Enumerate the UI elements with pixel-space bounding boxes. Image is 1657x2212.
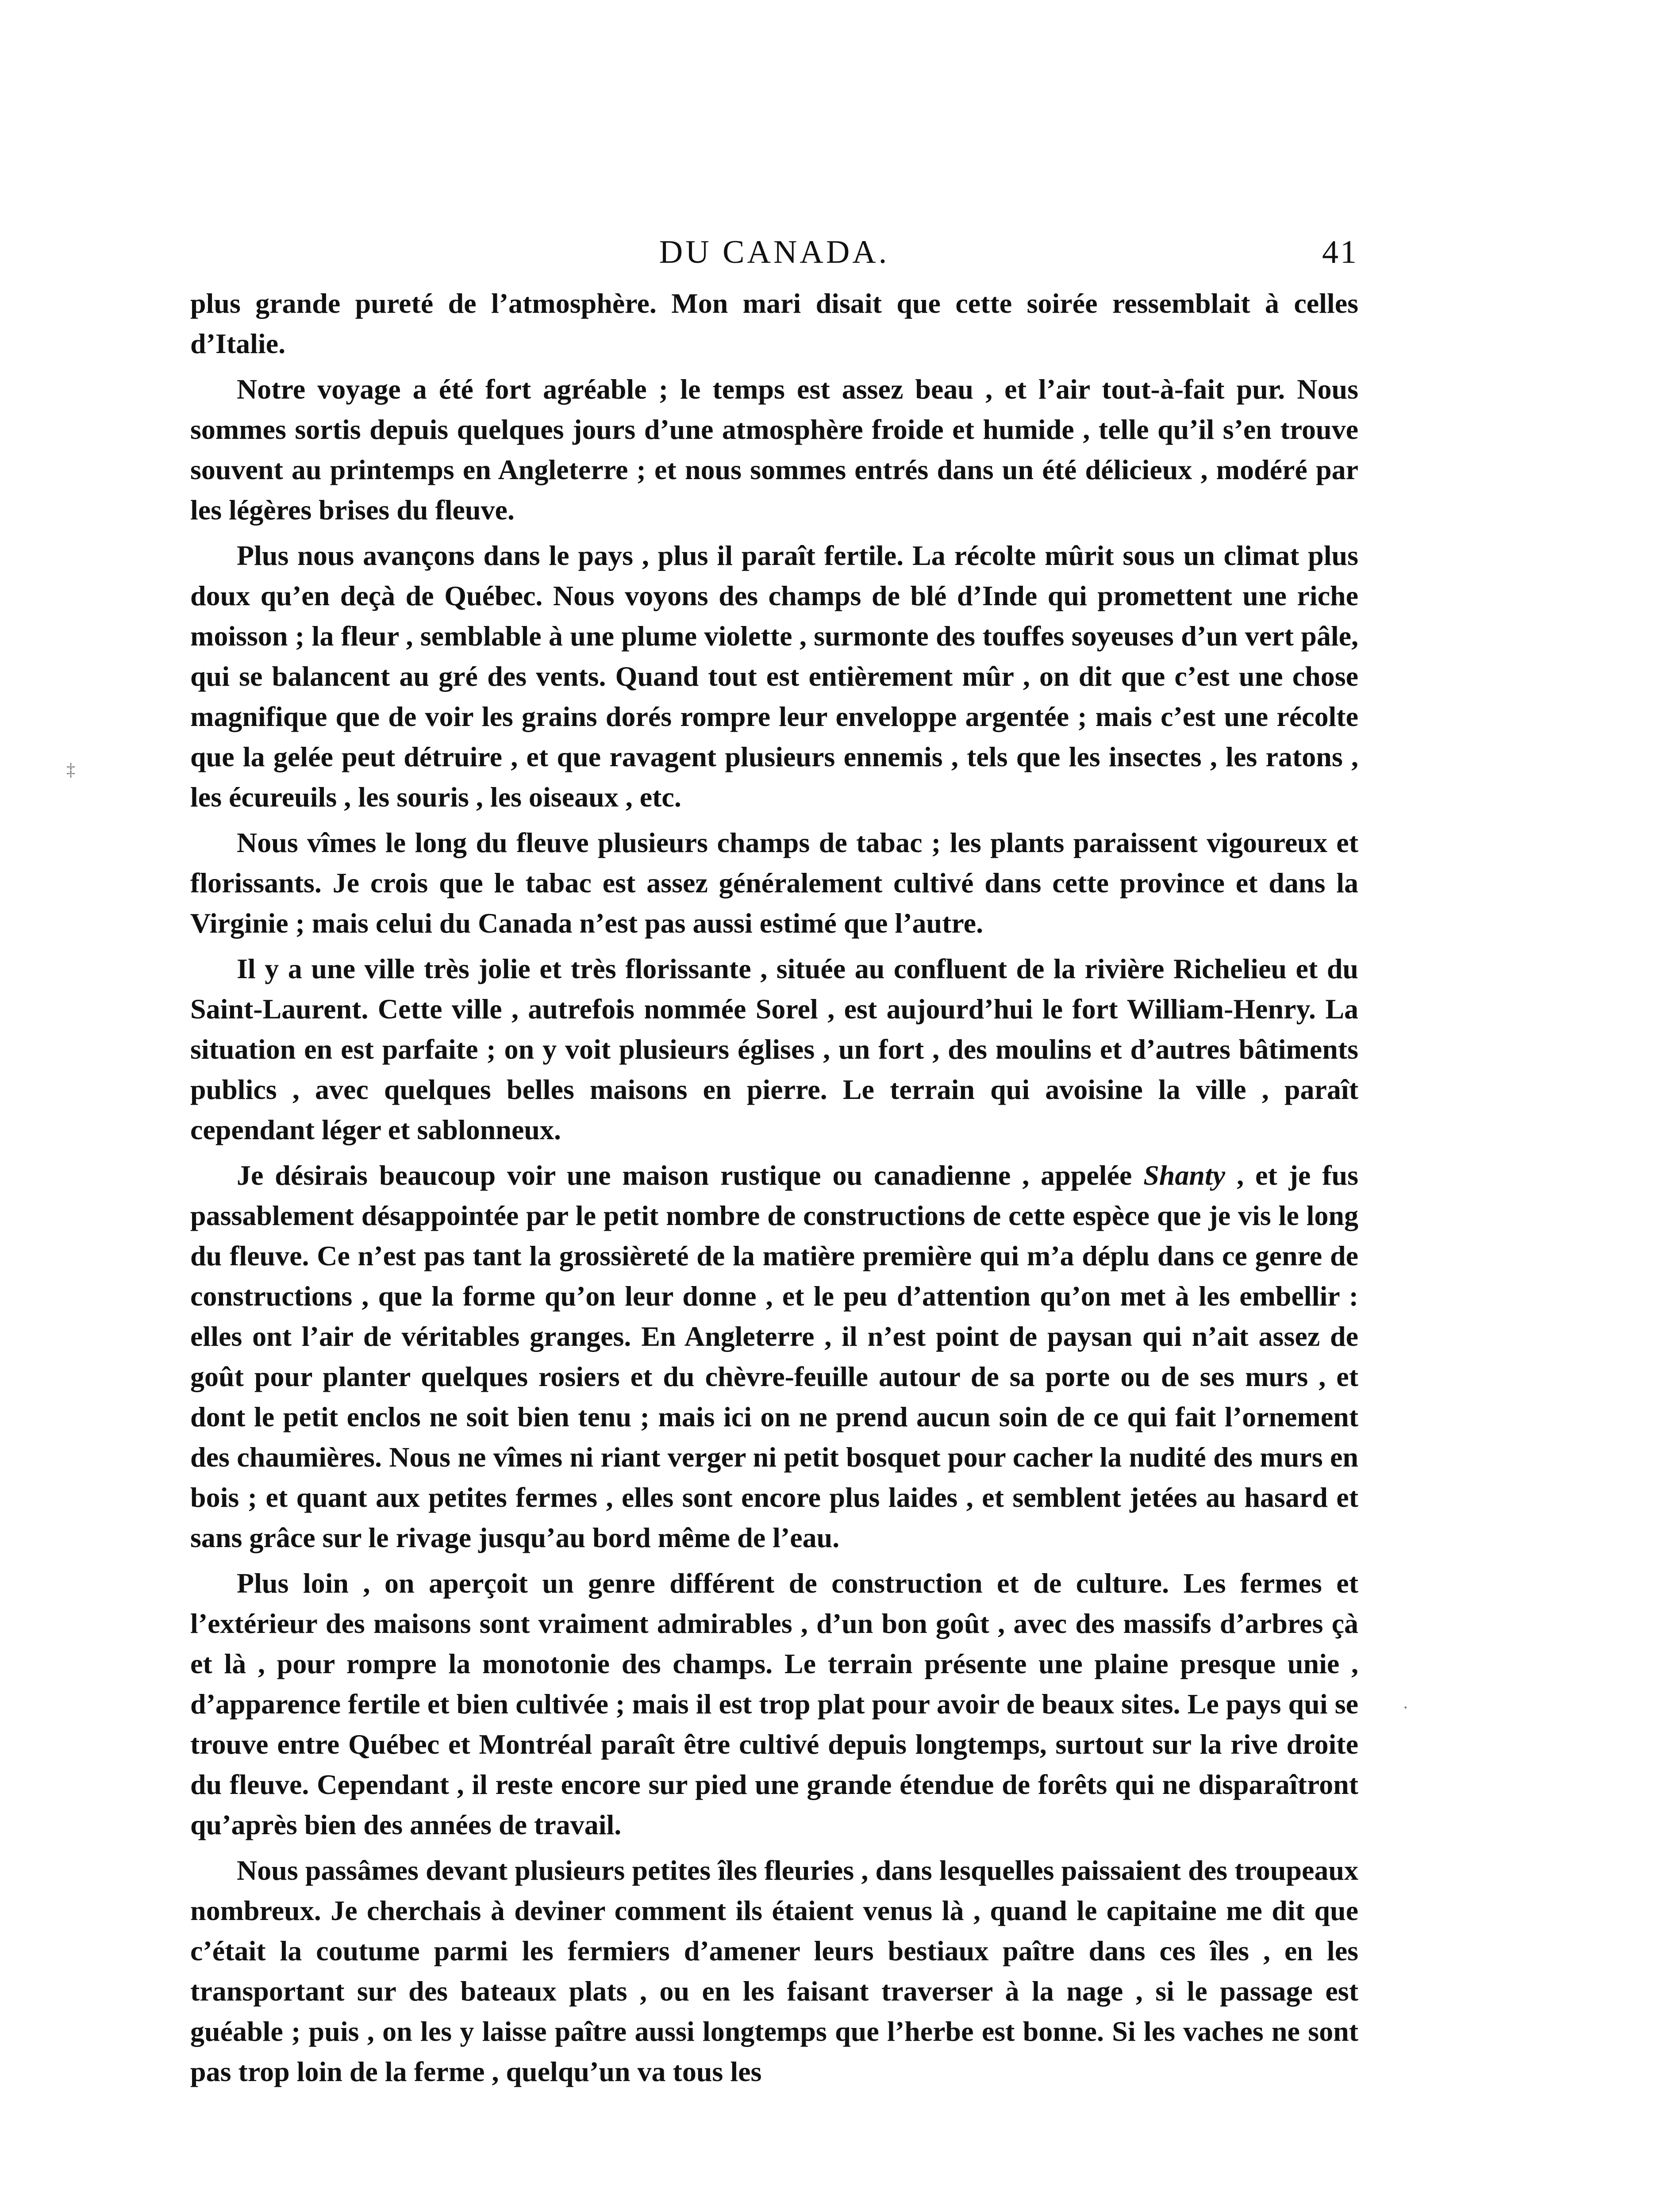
paragraph: plus grande pureté de l’atmosphère. Mon mari disait que cette soirée ressemblait à celles d’Italie. [190, 288, 1358, 359]
paragraph-text: , et je fus passablement désappointée par le petit nombre de constructions de cette espèce que je vis le long du fleuve. Ce n’est pas tant la grossièreté de la matière première qui m’a déplu dans ce genre de constructions , que la forme qu’on leur donne , et le peu d’attention qu’on met à les embellir : elles ont l’air de véritables granges. En Angleterre , il n’est point de paysan qui n’ait assez de goût pour planter quelques rosiers et du chèvre-feuille autour de sa porte ou de ses murs , et dont le petit enclos ne soit bien tenu ; mais ici on ne prend aucun soin de ce qui fait l’ornement des chaumières. Nous ne vîmes ni riant verger ni petit bosquet pour cacher la nudité des murs en bois ; et quant aux petites fermes , elles sont encore plus laides , et semblent jetées au hasard et sans grâce sur le rivage jusqu’au bord même de l’eau. [190, 1160, 1359, 1553]
margin-speck: ‡ [66, 760, 75, 780]
paragraph: Notre voyage a été fort agréable ; le temps est assez beau , et l’air tout-à-fait pur. Nous sommes sortis depuis quelques jours d’une atmosphère froide et humide , telle qu’il s’en trouve souvent au printemps en Angleterre ; et nous sommes entrés dans un été délicieux , modéré par les légères brises du fleuve. [190, 373, 1358, 526]
page-header [190, 234, 1358, 273]
paragraph-text: Je désirais beaucoup voir une maison rustique ou canadienne , appelée [237, 1160, 1144, 1191]
paragraph: Plus nous avançons dans le pays , plus il paraît fertile. La récolte mûrit sous un climat plus doux qu’en deçà de Québec. Nous voyons des champs de blé d’Inde qui promettent une riche moisson ; la fleur , semblable à une plume violette , surmonte des touffes soyeuses d’un vert pâle, qui se balancent au gré des vents. Quand tout est entièrement mûr , on dit que c’est une chose magnifique que de voir les grains dorés rompre leur enveloppe argentée ; mais c’est une récolte que la gelée peut détruire , et que ravagent plusieurs ennemis , tels que les insectes , les ratons , les écureuils , les souris , les oiseaux , etc. [190, 540, 1358, 813]
italic-term: Shanty [1143, 1160, 1226, 1191]
paragraph: Nous passâmes devant plusieurs petites îles fleuries , dans lesquelles paissaient des troupeaux nombreux. Je cherchais à deviner comment ils étaient venus là , quand le capitaine me dit que c’était la coutume parmi les fermiers d’amener leurs bestiaux paître dans ces îles , en les transportant sur des bateaux plats , ou en les faisant traverser à la nage , si le passage est guéable ; puis , on les y laisse paître aussi longtemps que l’herbe est bonne. Si les vaches ne sont pas trop loin de la ferme , quelqu’un va tous les [190, 1855, 1358, 2087]
running-head: DU CANADA. [659, 234, 890, 270]
paragraph [190, 1155, 1358, 1558]
paragraph: Plus loin , on aperçoit un genre différent de construction et de culture. Les fermes et l’extérieur des maisons sont vraiment admirables , d’un bon goût , avec des massifs d’arbres çà et là , pour rompre la monotonie des champs. Le terrain présente une plaine presque unie , d’apparence fertile et bien cultivée ; mais il est trop plat pour avoir de beaux sites. Le pays qui se trouve entre Québec et Montréal paraît être cultivé depuis longtemps, surtout sur la rive droite du fleuve. Cependant , il reste encore sur pied une grande étendue de forêts qui ne disparaîtront qu’après bien des années de travail. [190, 1567, 1358, 1840]
margin-speck: · [1403, 1697, 1409, 1717]
page-number: 41 [1322, 234, 1358, 270]
paragraph: Nous vîmes le long du fleuve plusieurs champs de tabac ; les plants paraissent vigoureux et florissants. Je crois que le tabac est assez généralement cultivé dans cette province et dans la Virginie ; mais celui du Canada n’est pas aussi estimé que l’autre. [190, 827, 1358, 939]
paragraph: Il y a une ville très jolie et très florissante , située au confluent de la rivière Richelieu et du Saint-Laurent. Cette ville , autrefois nommée Sorel , est aujourd’hui le fort William-Henry. La situation en est parfaite ; on y voit plusieurs églises , un fort , des moulins et d’autres bâtiments publics , avec quelques belles maisons en pierre. Le terrain qui avoisine la ville , paraît cependant léger et sablonneux. [190, 953, 1358, 1145]
body-text [190, 283, 1358, 2097]
